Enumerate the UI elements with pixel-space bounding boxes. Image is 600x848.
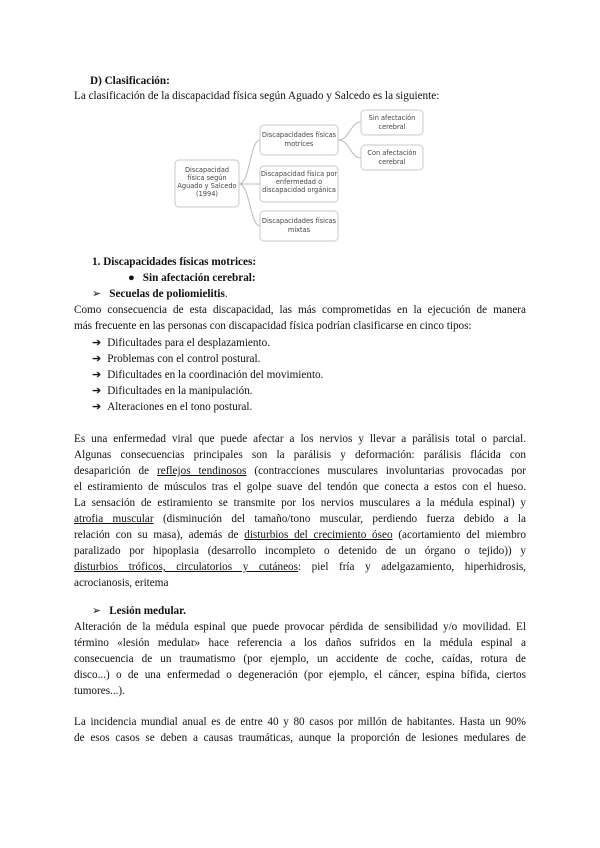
polio-line-5: La sensación de estiramiento se transmite por los nervios musculares a la médula espinal) y — [74, 497, 526, 509]
secuelas-item: ➢ Secuelas de poliomielitis. — [92, 288, 228, 300]
polio-line-6: atrofia muscular (disminución del tamaño/tono muscular, perdiendo fuerza debido a la — [74, 513, 527, 525]
con-line-1: Con afectación — [367, 149, 417, 157]
lesion-line-5: tumores...). — [74, 685, 125, 697]
connector-root-motrices — [239, 140, 260, 184]
list-item: ➔ Dificultades en la manipulación. — [92, 385, 253, 397]
term-disturbios-crecimiento: disturbios del crecimiento óseo — [244, 529, 393, 541]
polio-line-10: acrocianosis, eritema — [74, 577, 169, 589]
lesion-line-3: consecuencia de un traumatismo (por ejemplo, un accidente de coche, caídas, rotura de — [74, 653, 526, 665]
motrices-line-1: Discapacidades físicas — [261, 131, 337, 139]
incidencia-line-1: La incidencia mundial anual es de entre 40 y 80 casos por millón de habitantes. Hasta un 90% — [74, 716, 526, 728]
para1-line-1: Como consecuencia de esta discapacidad, las más comprometidas en la ejecución de manera — [74, 304, 526, 316]
polio-line-1: Es una enfermedad viral que puede afectar a los nervios y llevar a parálisis total o parcial. — [74, 433, 526, 445]
root-line-1: Discapacidad — [184, 166, 230, 174]
sin-line-1: Sin afectación — [368, 114, 416, 122]
mixtas-line-1: Discapacidades físicas — [261, 217, 337, 225]
connector-motrices-con — [338, 140, 361, 158]
bullet-dot-icon: ● — [128, 272, 135, 284]
organica-line-2: enfermedad o — [275, 178, 323, 186]
polio-line-7: relación con su masa), además de disturbios del crecimiento óseo (acortamiento del miembro — [74, 529, 526, 541]
sin-line-2: cerebral — [378, 123, 406, 131]
arrow-right-icon: ➔ — [92, 353, 102, 365]
connector-root-mixtas — [239, 184, 260, 226]
intro-text: La clasificación de la discapacidad física según Aguado y Salcedo es la siguiente: — [74, 90, 440, 102]
lesion-heading: ➢ Lesión medular. — [92, 605, 186, 617]
para1-line-2: más frecuente en las personas con discapacidad física podrían clasificarse en cinco tipos: — [74, 320, 472, 332]
arrow-right-icon: ➔ — [92, 385, 102, 397]
list-item: ➔ Alteraciones en el tono postural. — [92, 401, 253, 413]
term-reflejos-tendinosos: reflejos tendinosos — [157, 465, 247, 477]
term-disturbios-troficos: disturbios tróficos, circulatorios y cutáneos — [74, 561, 298, 573]
organica-line-3: discapacidad orgánica — [262, 186, 336, 194]
motrices-line-2: motrices — [284, 140, 314, 148]
connector-motrices-sin — [338, 122, 361, 140]
polio-line-2: Algunas consecuencias principales son la parálisis y deformación: parálisis flácida con — [74, 449, 526, 461]
mixtas-line-2: mixtas — [287, 226, 311, 234]
arrowhead-icon: ➢ — [92, 605, 102, 617]
classification-diagram — [0, 0, 600, 260]
list-item: ➔ Dificultades para el desplazamiento. — [92, 337, 270, 349]
arrow-right-icon: ➔ — [92, 369, 102, 381]
arrow-right-icon: ➔ — [92, 401, 102, 413]
root-line-3: Aguado y Salcedo — [177, 182, 237, 190]
lesion-line-1: Alteración de la médula espinal que puede provocar pérdida de sensibilidad y/o movilidad. El — [74, 621, 526, 633]
root-line-4: (1994) — [196, 190, 218, 198]
root-line-2: física según — [187, 174, 227, 182]
organica-line-1: Discapacidad física por — [260, 170, 338, 178]
incidencia-line-2: de esos casos se deben a causas traumáticas, aunque la proporción de lesiones medulares de — [74, 732, 526, 744]
arrow-right-icon: ➔ — [92, 337, 102, 349]
con-line-2: cerebral — [378, 158, 406, 166]
list-item: ➔ Dificultades en la coordinación del movimiento. — [92, 369, 324, 381]
bullet-sin-afectacion: ● Sin afectación cerebral: — [128, 272, 256, 284]
lesion-line-2: término «lesión medular» hace referencia a los daños sufridos en la médula espinal a — [74, 637, 526, 649]
polio-line-9: disturbios tróficos, circulatorios y cutáneos: piel fría y adelgazamiento, hiperhidrosis, — [74, 561, 526, 573]
arrowhead-icon: ➢ — [92, 288, 102, 300]
section-1-heading: 1. Discapacidades físicas motrices: — [92, 256, 257, 268]
lesion-line-4: disco...) o de una enfermedad o degeneración (por ejemplo, el cáncer, espina bífida, ciertos — [74, 669, 526, 681]
heading-d: D) Clasificación: — [90, 75, 170, 87]
polio-line-3: desaparición de reflejos tendinosos (contracciones musculares involuntarias provocadas por — [74, 465, 527, 477]
term-atrofia-muscular: atrofia muscular — [74, 513, 154, 525]
polio-line-4: el estiramiento de músculos tras el golpe suave del tendón que conecta a estos con el hueso. — [74, 481, 526, 493]
list-item: ➔ Problemas con el control postural. — [92, 353, 261, 365]
polio-line-8: paralizado por hipoplasia (desarrollo incompleto o detenido de un órgano o tejido)) y — [74, 545, 526, 557]
